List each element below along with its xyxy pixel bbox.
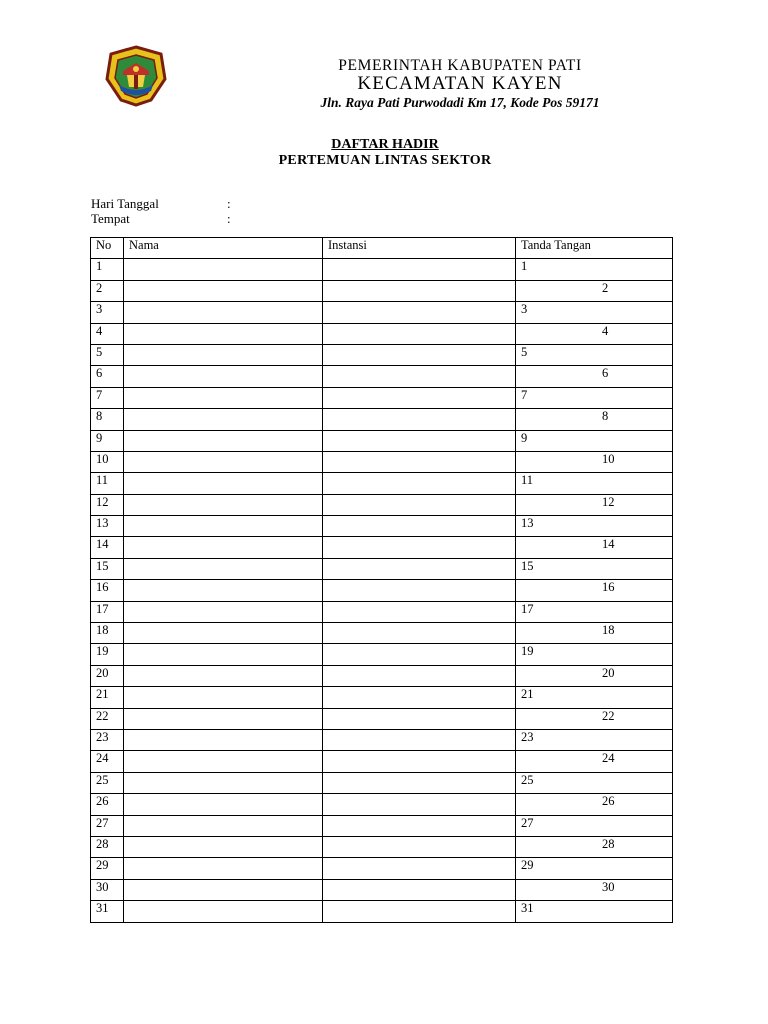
table-row bbox=[91, 858, 673, 879]
table-row bbox=[91, 344, 673, 365]
table-row bbox=[91, 794, 673, 815]
row-no-cell: 10 bbox=[91, 451, 124, 472]
table-row bbox=[91, 451, 673, 472]
row-instansi-cell[interactable] bbox=[323, 280, 516, 301]
table-row bbox=[91, 644, 673, 665]
row-nama-cell[interactable] bbox=[124, 558, 323, 579]
row-nama-cell[interactable] bbox=[124, 344, 323, 365]
table-row bbox=[91, 601, 673, 622]
table-row bbox=[91, 558, 673, 579]
row-no-cell: 8 bbox=[91, 409, 124, 430]
row-no-cell: 3 bbox=[91, 302, 124, 323]
row-signature-cell[interactable]: 30 bbox=[516, 879, 673, 900]
row-no-cell: 9 bbox=[91, 430, 124, 451]
row-instansi-cell[interactable] bbox=[323, 708, 516, 729]
row-nama-cell[interactable] bbox=[124, 451, 323, 472]
row-nama-cell[interactable] bbox=[124, 794, 323, 815]
row-signature-cell[interactable]: 27 bbox=[516, 815, 673, 836]
row-instansi-cell[interactable] bbox=[323, 772, 516, 793]
row-signature-cell[interactable]: 10 bbox=[516, 451, 673, 472]
row-no-cell: 26 bbox=[91, 794, 124, 815]
row-no-cell: 16 bbox=[91, 580, 124, 601]
table-header-row bbox=[91, 238, 673, 259]
row-instansi-cell[interactable] bbox=[323, 687, 516, 708]
table-row bbox=[91, 729, 673, 750]
row-no-cell: 22 bbox=[91, 708, 124, 729]
header-district-name: KECAMATAN KAYEN bbox=[357, 73, 563, 94]
row-signature-cell[interactable]: 2 bbox=[516, 280, 673, 301]
row-instansi-cell[interactable] bbox=[323, 665, 516, 686]
row-instansi-cell[interactable] bbox=[323, 409, 516, 430]
row-no-cell: 24 bbox=[91, 751, 124, 772]
row-instansi-cell[interactable] bbox=[323, 794, 516, 815]
row-signature-cell[interactable]: 1 bbox=[516, 259, 673, 280]
row-no-cell: 14 bbox=[91, 537, 124, 558]
table-row bbox=[91, 323, 673, 344]
document-subtitle: PERTEMUAN LINTAS SEKTOR bbox=[278, 153, 492, 168]
row-no-cell: 31 bbox=[91, 901, 124, 922]
row-signature-cell[interactable]: 4 bbox=[516, 323, 673, 344]
row-instansi-cell[interactable] bbox=[323, 451, 516, 472]
row-no-cell: 4 bbox=[91, 323, 124, 344]
row-signature-cell[interactable]: 28 bbox=[516, 836, 673, 857]
row-nama-cell[interactable] bbox=[124, 901, 323, 922]
row-signature-cell[interactable]: 7 bbox=[516, 387, 673, 408]
row-nama-cell[interactable] bbox=[124, 772, 323, 793]
table-row bbox=[91, 580, 673, 601]
row-nama-cell[interactable] bbox=[124, 516, 323, 537]
date-label: Hari Tanggal bbox=[91, 196, 159, 211]
row-instansi-cell[interactable] bbox=[323, 473, 516, 494]
row-no-cell: 19 bbox=[91, 644, 124, 665]
table-row bbox=[91, 815, 673, 836]
row-nama-cell[interactable] bbox=[124, 494, 323, 515]
row-instansi-cell[interactable] bbox=[323, 901, 516, 922]
row-nama-cell[interactable] bbox=[124, 280, 323, 301]
header-nama: Nama bbox=[124, 238, 323, 259]
table-row bbox=[91, 901, 673, 922]
row-nama-cell[interactable] bbox=[124, 751, 323, 772]
row-nama-cell[interactable] bbox=[124, 302, 323, 323]
header-government-name: PEMERINTAH KABUPATEN PATI bbox=[338, 57, 582, 74]
table-row bbox=[91, 259, 673, 280]
table-row bbox=[91, 387, 673, 408]
row-no-cell: 17 bbox=[91, 601, 124, 622]
table-row bbox=[91, 537, 673, 558]
table-row bbox=[91, 836, 673, 857]
row-no-cell: 23 bbox=[91, 729, 124, 750]
row-no-cell: 29 bbox=[91, 858, 124, 879]
row-signature-cell[interactable]: 22 bbox=[516, 708, 673, 729]
date-field bbox=[91, 196, 231, 212]
row-instansi-cell[interactable] bbox=[323, 494, 516, 515]
row-instansi-cell[interactable] bbox=[323, 430, 516, 451]
row-instansi-cell[interactable] bbox=[323, 751, 516, 772]
row-nama-cell[interactable] bbox=[124, 644, 323, 665]
row-no-cell: 7 bbox=[91, 387, 124, 408]
row-no-cell: 11 bbox=[91, 473, 124, 494]
row-instansi-cell[interactable] bbox=[323, 729, 516, 750]
row-signature-cell[interactable]: 14 bbox=[516, 537, 673, 558]
row-nama-cell[interactable] bbox=[124, 323, 323, 344]
row-signature-cell[interactable]: 8 bbox=[516, 409, 673, 430]
row-signature-cell[interactable]: 24 bbox=[516, 751, 673, 772]
table-row bbox=[91, 623, 673, 644]
row-no-cell: 2 bbox=[91, 280, 124, 301]
row-instansi-cell[interactable] bbox=[323, 879, 516, 900]
row-no-cell: 1 bbox=[91, 259, 124, 280]
row-nama-cell[interactable] bbox=[124, 387, 323, 408]
row-no-cell: 5 bbox=[91, 344, 124, 365]
row-nama-cell[interactable] bbox=[124, 623, 323, 644]
row-nama-cell[interactable] bbox=[124, 259, 323, 280]
table-row bbox=[91, 665, 673, 686]
place-separator: : bbox=[227, 211, 231, 226]
row-instansi-cell[interactable] bbox=[323, 815, 516, 836]
row-instansi-cell[interactable] bbox=[323, 302, 516, 323]
table-row bbox=[91, 494, 673, 515]
row-instansi-cell[interactable] bbox=[323, 344, 516, 365]
row-signature-cell[interactable]: 16 bbox=[516, 580, 673, 601]
row-signature-cell[interactable]: 17 bbox=[516, 601, 673, 622]
row-signature-cell[interactable]: 6 bbox=[516, 366, 673, 387]
table-row bbox=[91, 409, 673, 430]
row-nama-cell[interactable] bbox=[124, 409, 323, 430]
row-instansi-cell[interactable] bbox=[323, 858, 516, 879]
row-signature-cell[interactable]: 26 bbox=[516, 794, 673, 815]
row-signature-cell[interactable]: 25 bbox=[516, 772, 673, 793]
table-row bbox=[91, 516, 673, 537]
document-title: DAFTAR HADIR bbox=[331, 137, 439, 152]
row-no-cell: 25 bbox=[91, 772, 124, 793]
row-nama-cell[interactable] bbox=[124, 366, 323, 387]
row-instansi-cell[interactable] bbox=[323, 580, 516, 601]
attendance-rows bbox=[91, 259, 673, 922]
table-row bbox=[91, 302, 673, 323]
row-nama-cell[interactable] bbox=[124, 879, 323, 900]
row-instansi-cell[interactable] bbox=[323, 323, 516, 344]
row-instansi-cell[interactable] bbox=[323, 623, 516, 644]
row-no-cell: 13 bbox=[91, 516, 124, 537]
row-nama-cell[interactable] bbox=[124, 729, 323, 750]
row-signature-cell[interactable]: 11 bbox=[516, 473, 673, 494]
table-row bbox=[91, 879, 673, 900]
row-no-cell: 18 bbox=[91, 623, 124, 644]
row-instansi-cell[interactable] bbox=[323, 366, 516, 387]
row-no-cell: 21 bbox=[91, 687, 124, 708]
row-nama-cell[interactable] bbox=[124, 815, 323, 836]
row-instansi-cell[interactable] bbox=[323, 516, 516, 537]
row-signature-cell[interactable]: 15 bbox=[516, 558, 673, 579]
row-instansi-cell[interactable] bbox=[323, 601, 516, 622]
attendance-table bbox=[90, 237, 673, 923]
table-row bbox=[91, 751, 673, 772]
row-no-cell: 15 bbox=[91, 558, 124, 579]
table-row bbox=[91, 430, 673, 451]
row-nama-cell[interactable] bbox=[124, 537, 323, 558]
row-instansi-cell[interactable] bbox=[323, 537, 516, 558]
table-row bbox=[91, 687, 673, 708]
row-instansi-cell[interactable] bbox=[323, 259, 516, 280]
kabupaten-emblem-icon bbox=[105, 45, 167, 107]
row-no-cell: 27 bbox=[91, 815, 124, 836]
row-signature-cell[interactable]: 9 bbox=[516, 430, 673, 451]
row-signature-cell[interactable]: 5 bbox=[516, 344, 673, 365]
row-signature-cell[interactable]: 19 bbox=[516, 644, 673, 665]
row-nama-cell[interactable] bbox=[124, 858, 323, 879]
place-field bbox=[91, 211, 231, 227]
date-separator: : bbox=[227, 196, 231, 211]
row-nama-cell[interactable] bbox=[124, 687, 323, 708]
row-signature-cell[interactable]: 12 bbox=[516, 494, 673, 515]
row-signature-cell[interactable]: 29 bbox=[516, 858, 673, 879]
row-no-cell: 6 bbox=[91, 366, 124, 387]
header-no: No bbox=[91, 238, 124, 259]
row-no-cell: 20 bbox=[91, 665, 124, 686]
row-signature-cell[interactable]: 23 bbox=[516, 729, 673, 750]
row-nama-cell[interactable] bbox=[124, 836, 323, 857]
row-nama-cell[interactable] bbox=[124, 430, 323, 451]
row-no-cell: 30 bbox=[91, 879, 124, 900]
table-row bbox=[91, 366, 673, 387]
place-label: Tempat bbox=[91, 211, 130, 226]
row-nama-cell[interactable] bbox=[124, 601, 323, 622]
header-instansi: Instansi bbox=[323, 238, 516, 259]
row-signature-cell[interactable]: 31 bbox=[516, 901, 673, 922]
row-nama-cell[interactable] bbox=[124, 665, 323, 686]
row-instansi-cell[interactable] bbox=[323, 836, 516, 857]
row-nama-cell[interactable] bbox=[124, 708, 323, 729]
table-row bbox=[91, 772, 673, 793]
row-nama-cell[interactable] bbox=[124, 473, 323, 494]
row-signature-cell[interactable]: 3 bbox=[516, 302, 673, 323]
header-address: Jln. Raya Pati Purwodadi Km 17, Kode Pos 59171 bbox=[320, 95, 600, 110]
row-signature-cell[interactable]: 20 bbox=[516, 665, 673, 686]
row-instansi-cell[interactable] bbox=[323, 387, 516, 408]
row-no-cell: 28 bbox=[91, 836, 124, 857]
header-tanda-tangan: Tanda Tangan bbox=[516, 238, 673, 259]
row-no-cell: 12 bbox=[91, 494, 124, 515]
table-row bbox=[91, 708, 673, 729]
row-nama-cell[interactable] bbox=[124, 580, 323, 601]
row-instansi-cell[interactable] bbox=[323, 558, 516, 579]
table-row bbox=[91, 473, 673, 494]
row-signature-cell[interactable]: 21 bbox=[516, 687, 673, 708]
table-row bbox=[91, 280, 673, 301]
row-signature-cell[interactable]: 18 bbox=[516, 623, 673, 644]
row-signature-cell[interactable]: 13 bbox=[516, 516, 673, 537]
row-instansi-cell[interactable] bbox=[323, 644, 516, 665]
